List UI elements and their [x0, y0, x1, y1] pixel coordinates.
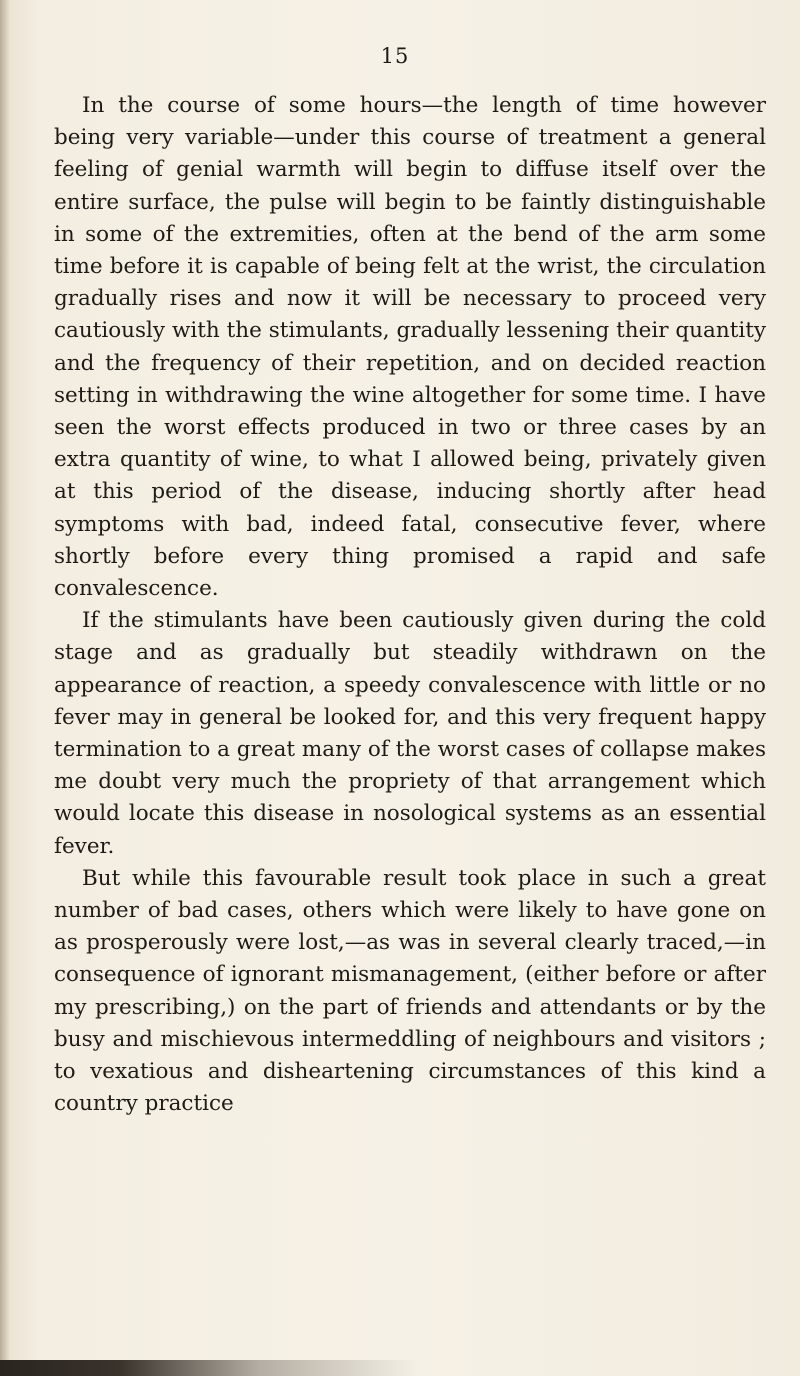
body-text: [54, 90, 766, 1121]
bottom-page-edge: [0, 1360, 800, 1376]
paragraph-favourable-result: But while this favourable result took place in such a great number of bad cases, others which were likely to have gone on as prosperously were lost,—as was in several clearly traced,—in consequence of ignorant mismanagement, (either before or after my prescribing,) on the part of friends and attendants or by the busy and mischievous intermeddling of neighbours and visitors ; to vexatious and disheartening circumstances of this kind a country practice: [54, 865, 766, 1117]
paragraph-treatment-course: In the course of some hours—the length of time however being very variable—under this course of treatment a general feeling of genial warmth will begin to diffuse itself over the entire surface, the pulse will begin to be faintly distinguishable in some of the extremities, often at the bend of the arm some time before it is capable of being felt at the wrist, the circulation gradually rises and now it will be necessary to proceed very cautiously with the stimulants, gradually lessening their quantity and the frequency of their repetition, and on decided reaction setting in withdrawing the wine altogether for some time. I have seen the worst effects produced in two or three cases by an extra quantity of wine, to what I allowed being, privately given at this period of the disease, inducing shortly after head symptoms with bad, indeed fatal, consecutive fever, where shortly before every thing promised a rapid and safe convalescence.: [54, 93, 766, 602]
binding-gutter-shadow: [0, 0, 10, 1376]
page-number: 15: [380, 44, 410, 68]
paragraph-stimulants: If the stimulants have been cautiously given during the cold stage and as gradually but steadily withdrawn on the appearance of reaction, a speedy convalescence with little or no fever may in general be looked for, and this very frequent happy termination to a great many of the worst cases of collapse makes me doubt very much the propriety of that arrangement which would locate this disease in nosological systems as an essential fever.: [54, 608, 766, 859]
